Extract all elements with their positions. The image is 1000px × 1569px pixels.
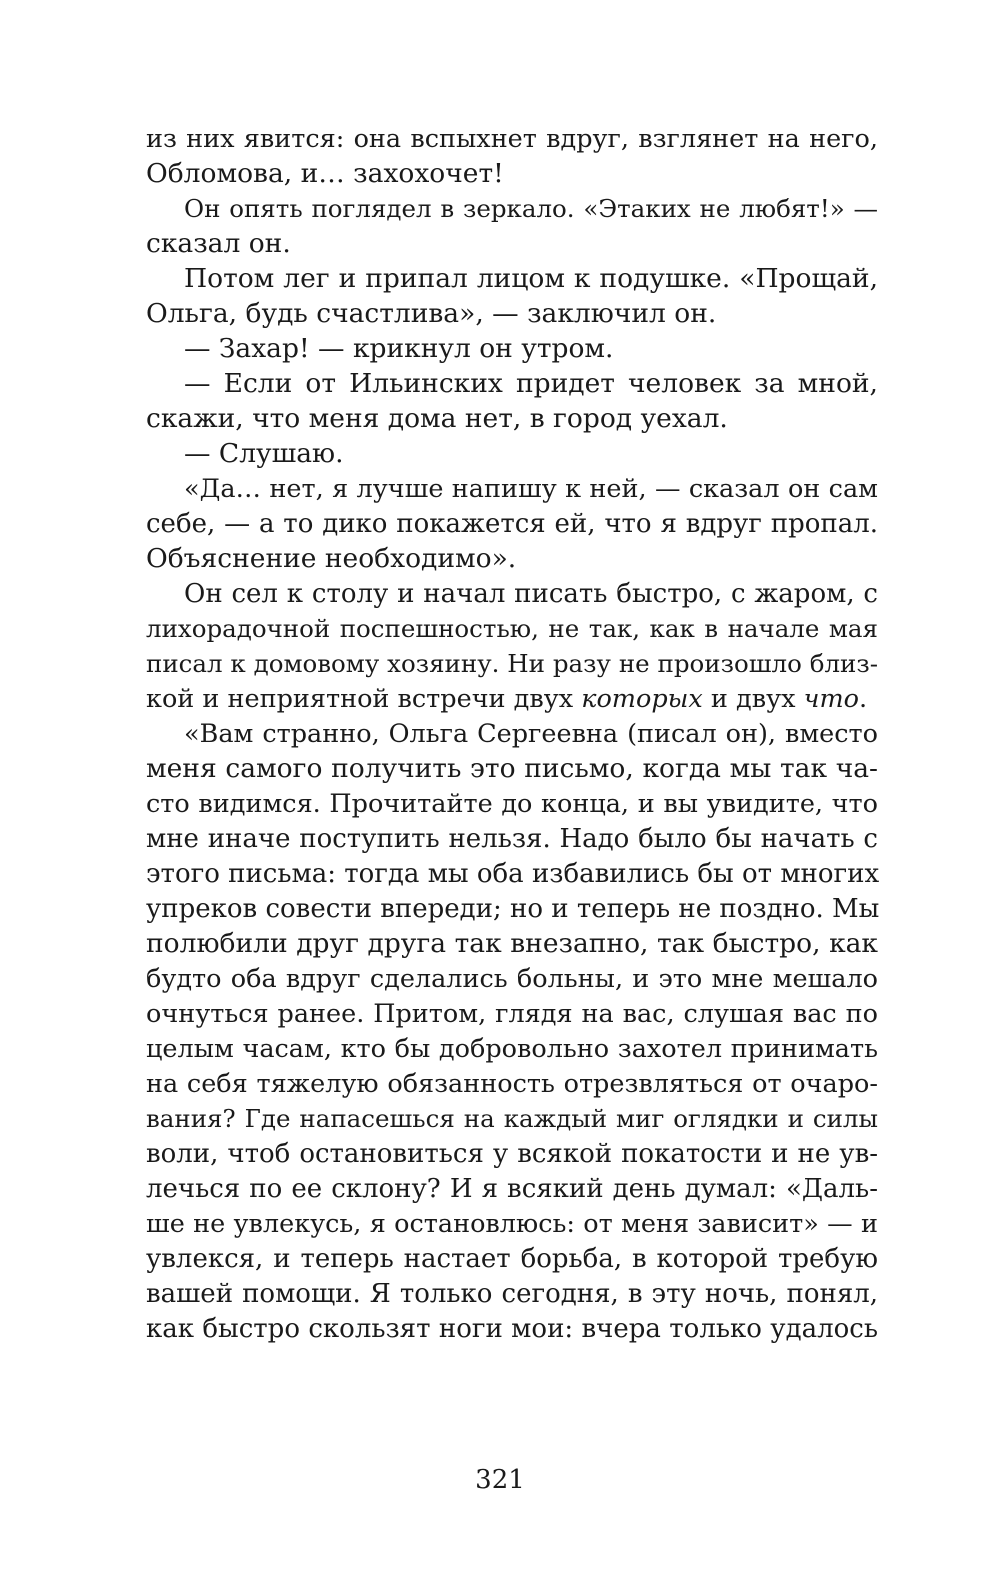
text-line: скажи, что меня дома нет, в город уехал. bbox=[146, 403, 728, 434]
text-line: Он опять поглядел в зеркало. «Этаких не любят!» — bbox=[184, 194, 878, 223]
text-line: из них явится: она вспыхнет вдруг, взглянет на него, bbox=[146, 124, 878, 154]
italic-word: что bbox=[803, 684, 859, 714]
text-line: лечься по ее склону? И я всякий день думал: «Даль- bbox=[146, 1174, 878, 1204]
text-line: воли, чтоб остановиться у всякой покатости и не ув- bbox=[146, 1139, 878, 1169]
text-line: Ольга, будь счастлива», — заключил он. bbox=[146, 298, 717, 329]
text-line: будто оба вдруг сделались больны, и это мне мешало bbox=[146, 964, 878, 994]
text-line: Объяснение необходимо». bbox=[146, 543, 517, 574]
text-line: как быстро скользят ноги мои: вчера только удалось bbox=[146, 1314, 878, 1344]
text-line: целым часам, кто бы добровольно захотел принимать bbox=[146, 1034, 878, 1064]
text-segment: . bbox=[858, 684, 868, 714]
page-body bbox=[146, 120, 878, 1450]
text-line: меня самого получить это письмо, когда мы так ча- bbox=[146, 753, 878, 784]
text-line: писал к домовому хозяину. Ни разу не произошло близ- bbox=[146, 649, 878, 678]
text-segment: и двух bbox=[702, 684, 804, 714]
text-line: сказал он. bbox=[146, 228, 291, 259]
text-line: вашей помощи. Я только сегодня, в эту ночь, понял, bbox=[146, 1279, 878, 1309]
text-line: — Слушаю. bbox=[184, 438, 344, 469]
text-line: сто видимся. Прочитайте до конца, и вы увидите, что bbox=[146, 789, 878, 819]
text-line: вания? Где напасешься на каждый миг оглядки и силы bbox=[146, 1104, 878, 1133]
text-line: «Да… нет, я лучше напишу к ней, — сказал он сам bbox=[184, 474, 878, 504]
text-line: увлекся, и теперь настает борьба, в которой требую bbox=[146, 1244, 878, 1274]
page-number: 321 bbox=[475, 1465, 525, 1495]
text-line: мне иначе поступить нельзя. Надо было бы начать с bbox=[146, 824, 878, 854]
text-line bbox=[146, 680, 878, 718]
text-line: — Захар! — крикнул он утром. bbox=[184, 333, 614, 364]
text-line: полюбили друг друга так внезапно, так быстро, как bbox=[146, 928, 878, 959]
text-line: очнуться ранее. Притом, глядя на вас, слушая вас по bbox=[146, 999, 878, 1029]
text-segment: кой и неприятной встречи двух bbox=[146, 684, 582, 714]
text-line: «Вам странно, Ольга Сергеевна (писал он), вместо bbox=[184, 719, 878, 749]
text-line: упреков совести впереди; но и теперь не поздно. Мы bbox=[146, 894, 880, 924]
text-line: ше не увлекусь, я остановлюсь: от меня зависит» — и bbox=[146, 1209, 878, 1239]
text-line: лихорадочной поспешностью, не так, как в начале мая bbox=[146, 614, 878, 643]
text-line: Он сел к столу и начал писать быстро, с жаром, с bbox=[184, 579, 878, 609]
text-line: себе, — а то дико покажется ей, что я вдруг пропал. bbox=[146, 509, 878, 539]
text-line: на себя тяжелую обязанность отрезвляться от очаро- bbox=[146, 1069, 878, 1099]
italic-word: которых bbox=[581, 684, 703, 714]
text-line: Потом лег и припал лицом к подушке. «Прощай, bbox=[184, 263, 878, 294]
text-line: — Если от Ильинских придет человек за мной, bbox=[184, 368, 878, 399]
text-line: этого письма: тогда мы оба избавились бы от многих bbox=[146, 859, 880, 889]
text-line: Обломова, и… захохочет! bbox=[146, 158, 504, 189]
